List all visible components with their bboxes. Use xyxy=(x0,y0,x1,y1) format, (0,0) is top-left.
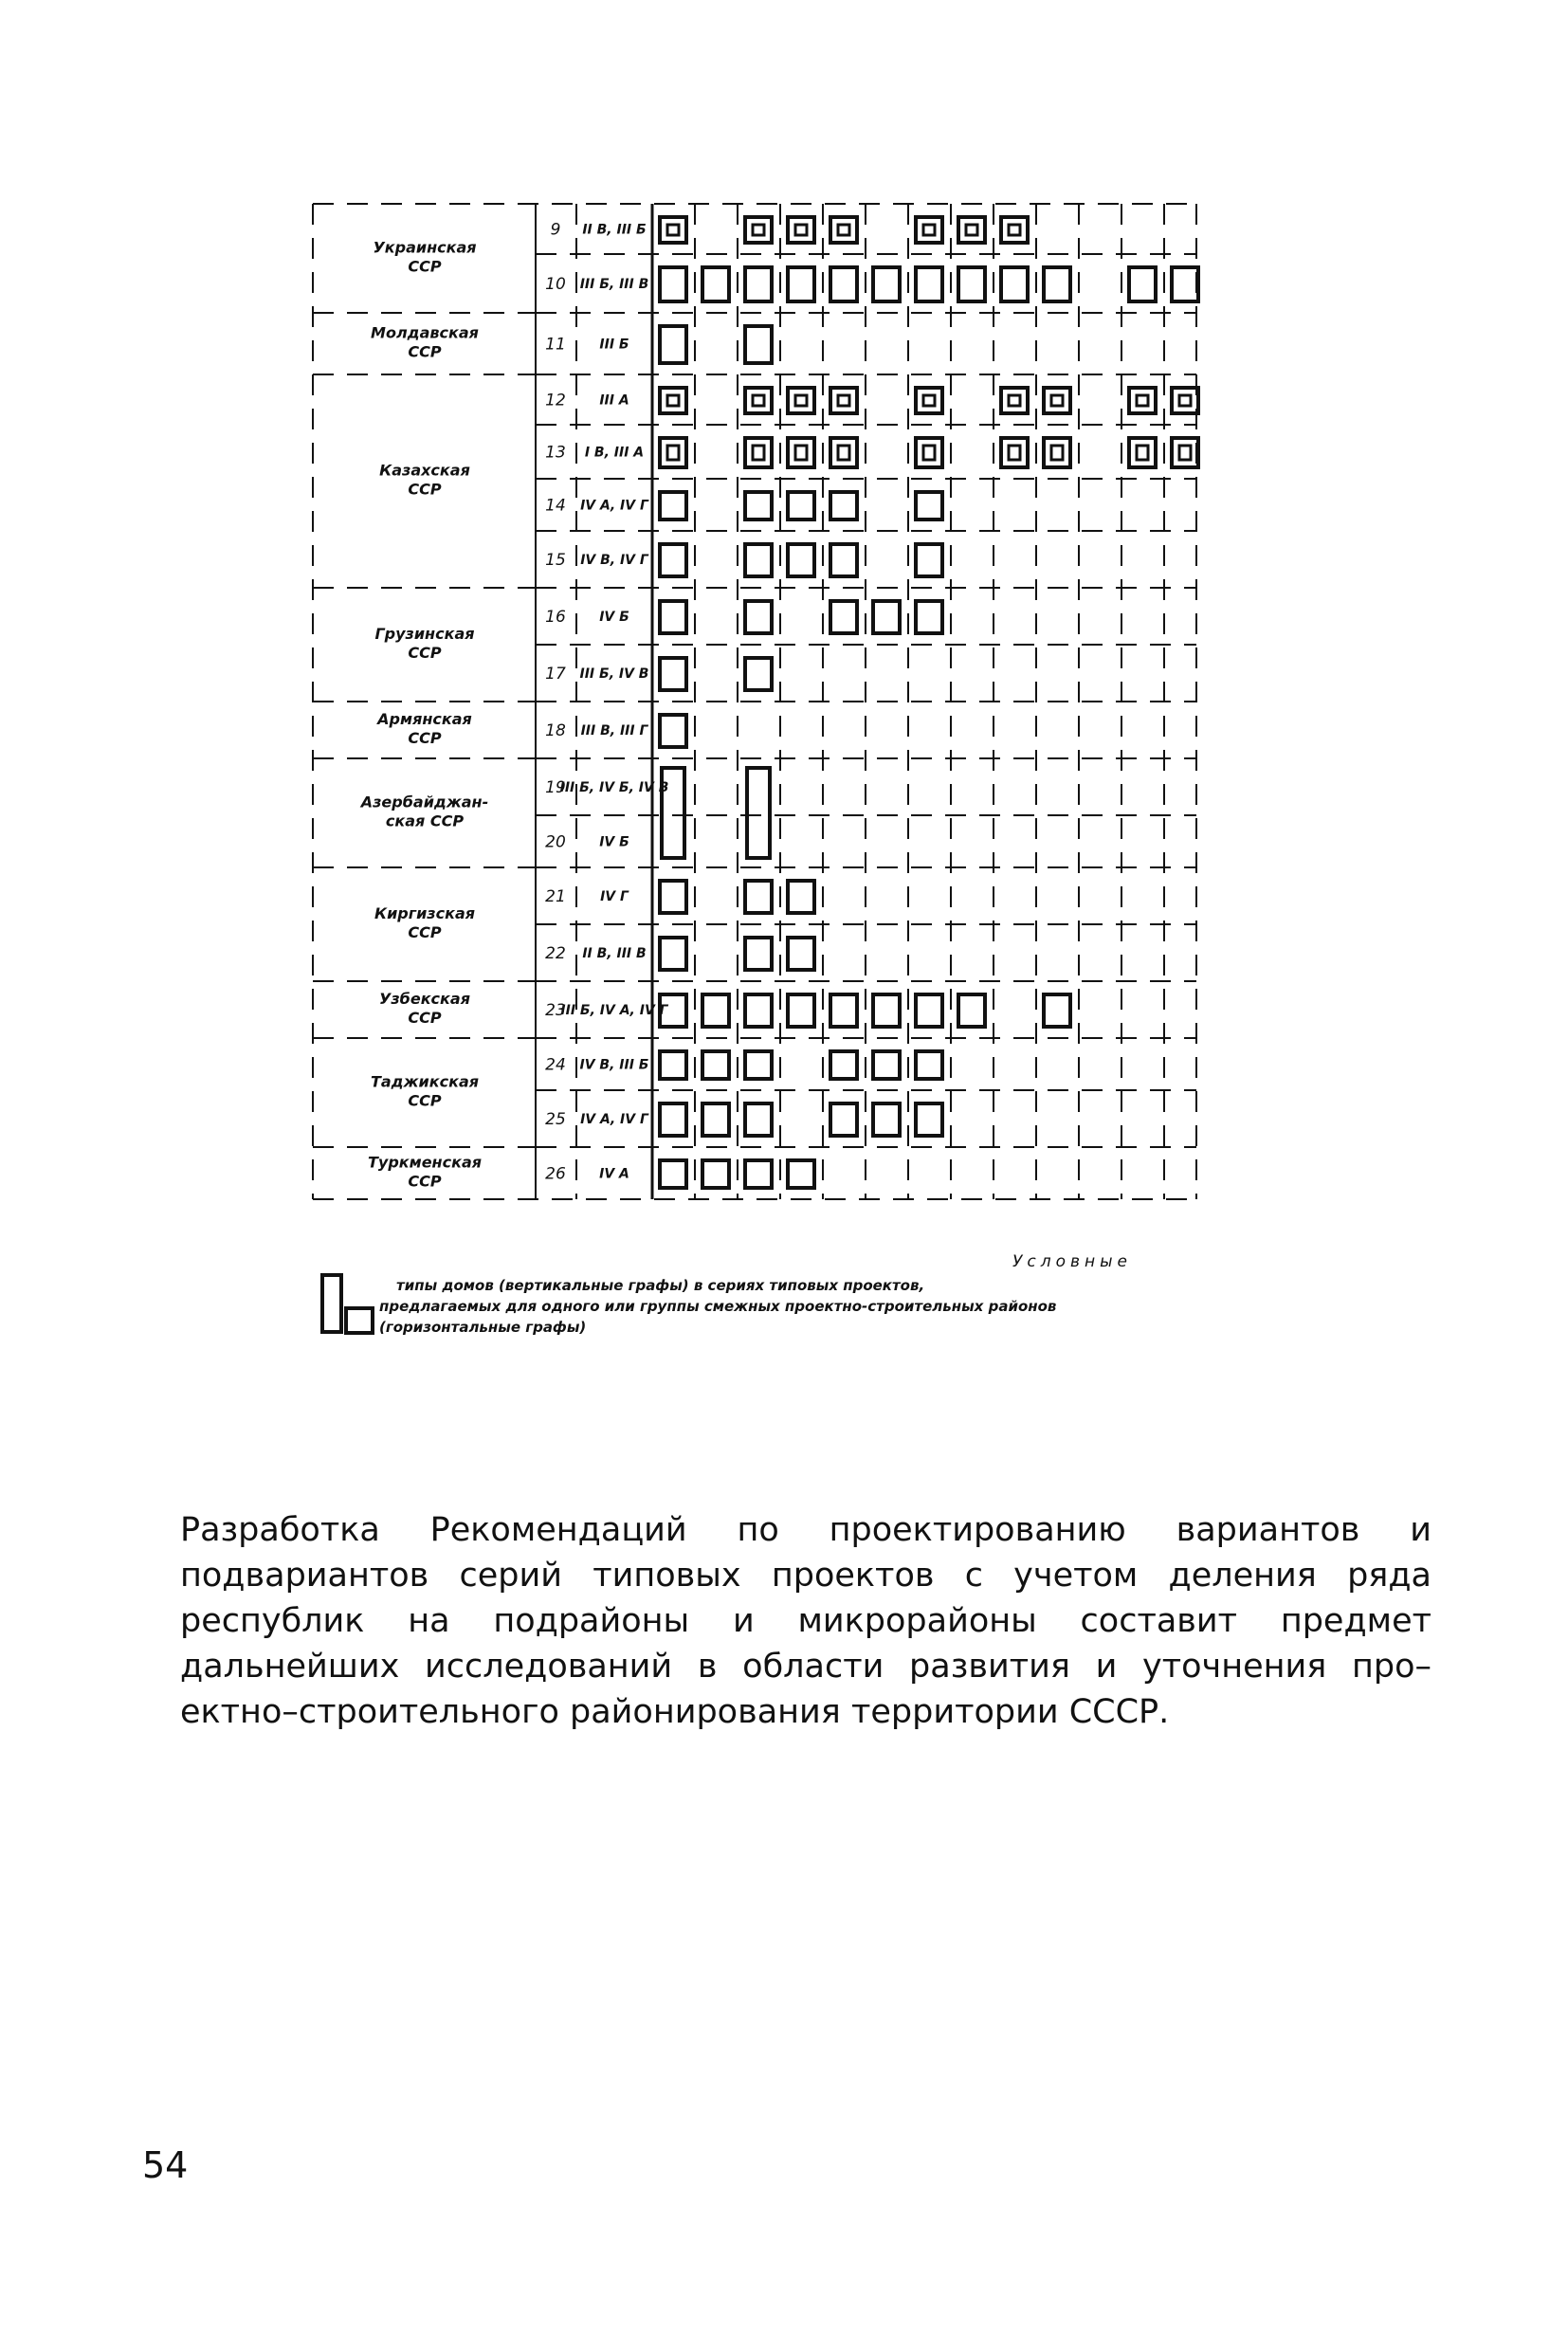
republic-name: Азербайджан- xyxy=(360,793,489,811)
house-type-cell xyxy=(795,225,807,235)
republic-name: Армянская xyxy=(377,710,472,728)
house-type-cell xyxy=(1001,267,1028,301)
republic-name: Таджикская xyxy=(370,1072,480,1091)
row-number: 12 xyxy=(545,391,566,410)
house-type-cell xyxy=(830,601,857,633)
row-classes: III В, III Г xyxy=(580,723,648,738)
republic-name: ССР xyxy=(408,1009,442,1027)
row-number: 26 xyxy=(545,1164,566,1184)
republic-name: Казахская xyxy=(379,461,470,480)
house-type-cell xyxy=(753,446,764,460)
house-type-cell xyxy=(838,395,849,406)
house-type-cell xyxy=(916,217,942,243)
republic-name: Узбекская xyxy=(379,990,470,1008)
house-type-cell xyxy=(1129,267,1156,301)
row-classes: IV Б xyxy=(599,834,629,850)
house-type-cell xyxy=(1044,438,1070,467)
page-number: 54 xyxy=(142,2144,189,2186)
legend-line-1: типы домов (вертикальные графы) в сериях типовых проектов, xyxy=(396,1277,925,1294)
house-type-cell xyxy=(916,544,942,576)
republic-name: ская ССР xyxy=(385,811,465,830)
house-type-cell xyxy=(873,994,900,1027)
house-type-cell xyxy=(830,994,857,1027)
republic-name: ССР xyxy=(408,729,442,747)
row-number: 15 xyxy=(545,551,566,570)
house-type-cell xyxy=(923,225,935,235)
house-type-cell xyxy=(660,1103,686,1136)
paragraph-line: дальнейших исследований в области развития и уточнения про– xyxy=(180,1648,1431,1686)
house-type-cell xyxy=(702,1103,729,1136)
row-number: 23 xyxy=(545,1001,566,1020)
row-classes: IV Б xyxy=(599,610,629,625)
row-number: 17 xyxy=(545,665,566,684)
house-type-cell xyxy=(660,1051,686,1079)
house-type-cell xyxy=(660,658,686,690)
republic-name: ССР xyxy=(408,257,442,276)
row-classes: IV А xyxy=(599,1166,629,1182)
house-type-cell xyxy=(1129,388,1156,413)
house-type-cell xyxy=(1172,438,1198,467)
house-type-cell xyxy=(745,1160,772,1188)
house-type-cell xyxy=(795,446,807,460)
row-number: 14 xyxy=(545,496,566,516)
row-number: 16 xyxy=(545,608,566,627)
house-type-cell xyxy=(788,388,814,413)
house-type-cell xyxy=(660,492,686,520)
house-type-cell xyxy=(745,938,772,970)
row-classes: III А xyxy=(599,392,629,409)
house-type-cell xyxy=(916,1103,942,1136)
house-type-cell xyxy=(788,938,814,970)
house-type-cell xyxy=(1044,994,1070,1027)
house-type-cell xyxy=(745,388,772,413)
republic-name: ССР xyxy=(408,480,442,499)
house-type-cell xyxy=(916,994,942,1027)
house-type-cell xyxy=(830,438,857,467)
house-type-cell xyxy=(745,1103,772,1136)
row-number: 11 xyxy=(545,335,566,355)
republic-name: Грузинская xyxy=(374,625,475,643)
paragraph-line: подвариантов серий типовых проектов с учетом деления ряда xyxy=(180,1557,1431,1595)
house-type-cell xyxy=(745,1051,772,1079)
house-type-cell xyxy=(1044,388,1070,413)
house-type-cell xyxy=(1009,395,1020,406)
house-type-cell xyxy=(667,395,679,406)
house-type-cell xyxy=(916,492,942,520)
house-type-cell xyxy=(958,267,985,301)
house-type-cell xyxy=(958,994,985,1027)
house-type-cell xyxy=(788,544,814,576)
house-type-cell xyxy=(667,225,679,235)
house-type-cell xyxy=(1172,267,1198,301)
house-type-cell xyxy=(788,217,814,243)
house-type-cell xyxy=(788,881,814,913)
house-type-cell xyxy=(745,881,772,913)
house-type-cell xyxy=(660,217,686,243)
house-type-cell xyxy=(660,938,686,970)
house-type-cell xyxy=(788,267,814,301)
house-type-cell xyxy=(916,601,942,633)
row-classes: IV В, III Б xyxy=(579,1057,649,1073)
house-type-cell xyxy=(1051,395,1063,406)
house-type-cell xyxy=(660,438,686,467)
house-type-cell xyxy=(660,388,686,413)
house-type-cell xyxy=(702,994,729,1027)
house-type-cell xyxy=(667,446,679,460)
paragraph-line: Разработка Рекомендаций по проектированию вариантов и xyxy=(180,1511,1431,1549)
row-classes: II В, III В xyxy=(582,946,647,961)
house-type-cell xyxy=(788,994,814,1027)
republic-name: ССР xyxy=(408,342,442,361)
house-type-cell xyxy=(1172,388,1198,413)
house-type-cell xyxy=(745,326,772,363)
row-number: 19 xyxy=(545,778,566,797)
house-type-cell xyxy=(745,217,772,243)
row-classes: III Б, IV Б, IV В xyxy=(559,780,669,795)
paragraph-line: ектно–строительного районирования территории СССР. xyxy=(180,1693,1170,1731)
row-classes: IV Г xyxy=(600,889,629,904)
house-type-cell xyxy=(660,544,686,576)
house-type-cell xyxy=(702,1051,729,1079)
republic-name: ССР xyxy=(408,1172,442,1191)
legend xyxy=(322,1252,1132,1336)
house-type-cell xyxy=(1001,217,1028,243)
row-number: 21 xyxy=(545,887,566,906)
house-type-cell xyxy=(916,438,942,467)
house-type-cell xyxy=(745,601,772,633)
republic-name: Туркменская xyxy=(367,1153,483,1172)
house-type-cell xyxy=(660,1160,686,1188)
row-classes: II В, III Б xyxy=(582,222,647,238)
house-type-cell xyxy=(1137,395,1148,406)
house-type-cell xyxy=(1051,446,1063,460)
row-number: 24 xyxy=(545,1055,566,1075)
house-type-cell xyxy=(873,267,900,301)
house-type-cell xyxy=(916,267,942,301)
house-type-cell xyxy=(916,388,942,413)
body-paragraph xyxy=(180,1507,1431,1735)
republic-name: Молдавская xyxy=(371,323,479,342)
row-number: 25 xyxy=(545,1110,566,1129)
house-type-cell xyxy=(747,768,770,858)
house-type-cell xyxy=(745,544,772,576)
legend-title: Условные xyxy=(1012,1252,1132,1271)
row-classes: I В, III А xyxy=(584,445,645,461)
house-type-cell xyxy=(1009,225,1020,235)
house-type-cell xyxy=(660,267,686,301)
house-type-cell xyxy=(966,225,977,235)
house-type-cell xyxy=(702,1160,729,1188)
house-type-cell xyxy=(830,388,857,413)
house-type-cell xyxy=(916,1051,942,1079)
row-number: 20 xyxy=(545,832,566,852)
house-type-cell xyxy=(702,267,729,301)
house-type-cell xyxy=(753,395,764,406)
house-type-cell xyxy=(873,1051,900,1079)
row-classes: IV В, IV Г xyxy=(580,553,648,568)
legend-horizontal-symbol xyxy=(346,1308,373,1333)
house-type-cell xyxy=(745,438,772,467)
row-number: 18 xyxy=(545,721,566,740)
house-type-cell xyxy=(830,1051,857,1079)
row-classes: III Б xyxy=(599,337,629,353)
row-number: 10 xyxy=(545,275,566,294)
house-type-cell xyxy=(660,715,686,747)
house-type-cell xyxy=(830,1103,857,1136)
house-type-cell xyxy=(830,217,857,243)
row-classes: IV А, IV Г xyxy=(580,498,648,514)
house-type-cell xyxy=(830,267,857,301)
house-type-cell xyxy=(1137,446,1148,460)
house-type-cell xyxy=(958,217,985,243)
house-type-cell xyxy=(873,1103,900,1136)
row-classes: IV А, IV Г xyxy=(580,1112,648,1127)
house-type-cell xyxy=(788,1160,814,1188)
house-type-cell xyxy=(745,994,772,1027)
row-number: 13 xyxy=(545,443,566,463)
house-type-cell xyxy=(795,395,807,406)
row-classes: III Б, IV А, IV Г xyxy=(560,1003,668,1018)
house-type-cell xyxy=(745,492,772,520)
table-labels xyxy=(359,221,669,1191)
house-type-cell xyxy=(1044,267,1070,301)
row-number: 9 xyxy=(550,220,561,240)
house-type-cell xyxy=(1001,438,1028,467)
house-type-cell xyxy=(753,225,764,235)
house-type-cell xyxy=(1009,446,1020,460)
row-classes: III Б, III В xyxy=(579,277,649,292)
house-type-cell xyxy=(745,267,772,301)
republic-name: ССР xyxy=(408,644,442,662)
legend-line-2: предлагаемых для одного или группы смежных проектно-строительных районов xyxy=(379,1298,1057,1315)
house-type-cell xyxy=(923,395,935,406)
house-type-cell xyxy=(660,601,686,633)
house-type-cell xyxy=(830,492,857,520)
legend-vertical-symbol xyxy=(322,1275,341,1332)
row-classes: III Б, IV В xyxy=(579,666,649,682)
republic-name: ССР xyxy=(408,1091,442,1110)
row-number: 22 xyxy=(545,944,566,963)
house-type-cell xyxy=(830,544,857,576)
house-type-cell xyxy=(1179,395,1191,406)
house-type-cell xyxy=(873,601,900,633)
republic-name: ССР xyxy=(408,923,442,941)
house-type-cell xyxy=(660,326,686,363)
house-type-cell xyxy=(788,492,814,520)
republic-name: Киргизская xyxy=(374,904,476,922)
republic-name: Украинская xyxy=(373,238,477,257)
house-type-cell xyxy=(838,446,849,460)
house-type-cell xyxy=(1129,438,1156,467)
house-type-cell xyxy=(788,438,814,467)
house-type-cell xyxy=(1179,446,1191,460)
house-type-cell xyxy=(745,658,772,690)
house-type-cell xyxy=(923,446,935,460)
house-type-cell xyxy=(660,881,686,913)
house-type-cell xyxy=(838,225,849,235)
paragraph-line: республик на подрайоны и микрорайоны составит предмет xyxy=(180,1602,1431,1640)
legend-line-3: (горизонтальные графы) xyxy=(379,1319,587,1336)
house-type-cell xyxy=(1001,388,1028,413)
